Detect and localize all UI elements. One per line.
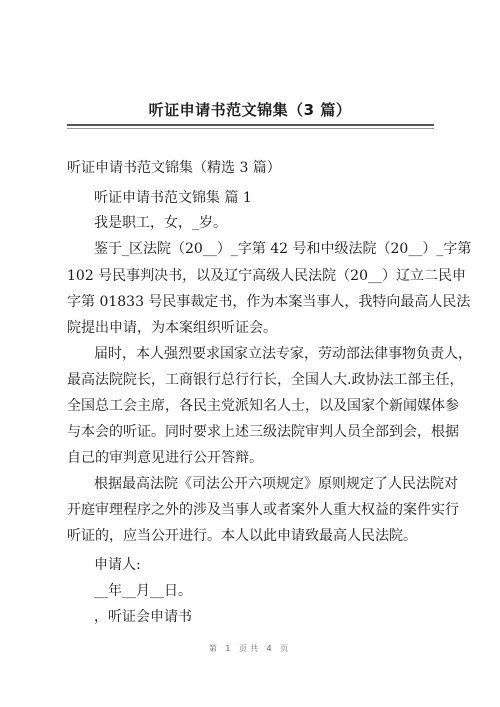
page-footer: 第 1 页共 4 页	[208, 644, 292, 653]
body-line: 全国总工会主席，各民主党派知名人士，以及国家个新闻媒体参	[67, 398, 459, 414]
body-line: 届时，本人强烈要求国家立法专家，劳动部法律事物负责人，	[94, 346, 472, 362]
body-line: 听证的，应当公开进行。本人以此申请致最高人民法院。	[67, 528, 417, 544]
body-line-heading: 听证申请书范文锦集（精选 3 篇）	[67, 160, 281, 176]
body-line: 与本会的听证。同时要求上述三级法院审判人员全部到会，根据	[67, 424, 459, 440]
body-line: 根据最高法院《司法公开六项规定》原则规定了人民法院对	[94, 476, 458, 492]
title-rule-thick	[67, 124, 434, 126]
body-line: 院提出申请，为本案组织听证会。	[67, 320, 277, 336]
body-line: ，听证会申请书	[94, 609, 192, 625]
body-line-subheading: 听证申请书范文锦集 篇 1	[94, 190, 252, 206]
document-title: 听证申请书范文锦集（3 篇）	[148, 101, 352, 119]
body-line: 102 号民事判决书，以及辽宁高级人民法院（20__）辽立二民申	[67, 268, 466, 284]
body-line: 字第 01833 号民事裁定书，作为本案当事人，我特向最高人民法	[67, 294, 471, 310]
body-line: 开庭审理程序之外的涉及当事人或者案外人重大权益的案件实行	[67, 502, 459, 518]
body-line: 我是职工，女，_岁。	[94, 215, 227, 231]
applicant-label: 申请人:	[94, 557, 141, 573]
body-line: 自己的审判意见进行公开答辩。	[67, 450, 263, 466]
body-line: 鉴于_区法院（20__）_字第 42 号和中级法院（20__）_字第	[94, 241, 472, 257]
body-line: 最高法院院长，工商银行总行行长，全国人大.政协法工部主任，	[67, 372, 464, 388]
title-rule-thin	[67, 128, 434, 129]
date-line: __年__月__日。	[94, 583, 192, 599]
